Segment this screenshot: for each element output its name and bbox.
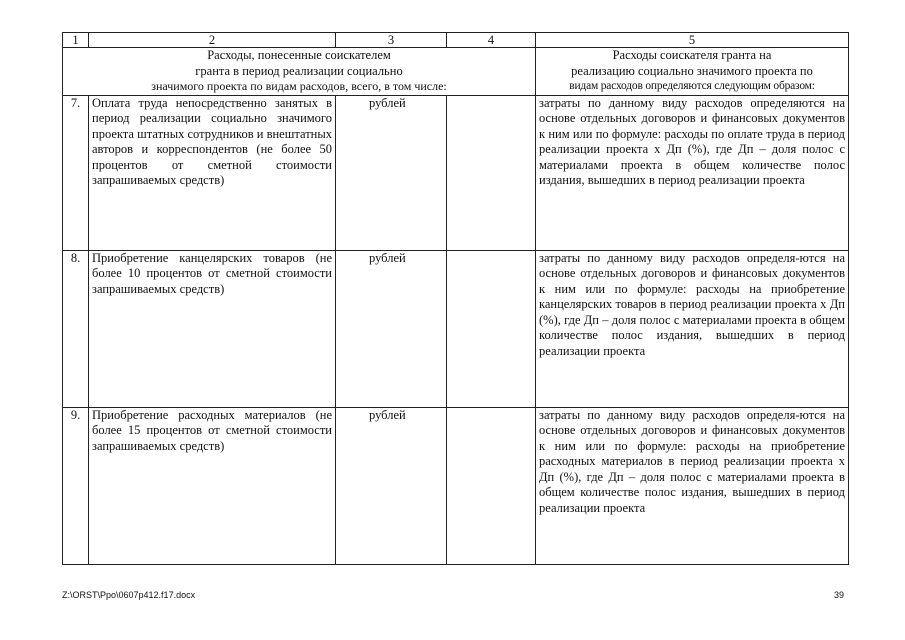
header-cell-5: 5	[536, 33, 849, 48]
section-header-left	[63, 48, 536, 96]
column-number-row	[63, 33, 849, 48]
row-method: затраты по данному виду расходов определяются на основе отдельных договоров и финансовых документов к ним или по формуле: расходы по оплате труда в период реализации проекта х Дп (%), где Дп – доля полос с материалами проекта в общем количестве полос издания, вышедших в период реализации проекта	[536, 95, 849, 250]
row-description: Приобретение канцелярских товаров (не более 10 процентов от сметной стоимости запрашиваемых средств)	[89, 250, 336, 407]
row-unit: рублей	[336, 95, 447, 250]
section-left-line-2: гранта в период реализации социально	[195, 63, 403, 78]
header-cell-2: 2	[89, 33, 336, 48]
table-row	[63, 407, 849, 564]
section-left-line-1: Расходы, понесенные соискателем	[207, 48, 391, 62]
header-cell-3: 3	[336, 33, 447, 48]
row-description: Оплата труда непосредственно занятых в период реализации социально значимого проекта штатных сотрудников и внештатных авторов и корреспондентов (не более 50 процентов от сметной стоимости запрашиваемых средств)	[89, 95, 336, 250]
section-left-line-3: значимого проекта по видам расходов, всего, в том числе:	[151, 79, 447, 93]
section-header-row	[63, 48, 849, 96]
row-description: Приобретение расходных материалов (не более 15 процентов от сметной стоимости запрашиваемых средств)	[89, 407, 336, 564]
header-cell-1: 1	[63, 33, 89, 48]
expense-table	[62, 32, 849, 565]
row-number: 7.	[63, 95, 89, 250]
row-number: 8.	[63, 250, 89, 407]
section-right-line-1: Расходы соискателя гранта на	[612, 48, 772, 62]
page-number: 39	[834, 590, 845, 600]
section-right-line-3: видам расходов определяются следующим образом:	[569, 80, 815, 92]
table-row	[63, 95, 849, 250]
row-method: затраты по данному виду расходов определя-ются на основе отдельных договоров и финансовых документов к ним или по формуле: расходы на приобретение расходных материалов в период реализации проекта х Дп (%), где Дп – доля полос с материалами проекта в общем количестве полос издания, вышедших в период реализации проекта	[536, 407, 849, 564]
row-col4	[447, 407, 536, 564]
table-row	[63, 250, 849, 407]
row-unit: рублей	[336, 250, 447, 407]
section-header-right	[536, 48, 849, 96]
row-col4	[447, 250, 536, 407]
section-right-line-2: реализацию социально значимого проекта по	[571, 63, 813, 78]
row-unit: рублей	[336, 407, 447, 564]
header-cell-4: 4	[447, 33, 536, 48]
row-number: 9.	[63, 407, 89, 564]
document-path: Z:\ORST\Ppo\0607p412.f17.docx	[62, 590, 196, 600]
row-col4	[447, 95, 536, 250]
row-method: затраты по данному виду расходов определя-ются на основе отдельных договоров и финансовых документов к ним или по формуле: расходы на приобретение канцелярских товаров в период реализации проекта х Дп (%), где Дп – доля полос с материалами проекта в общем количестве полос издания, вышедших в период реализации проекта	[536, 250, 849, 407]
